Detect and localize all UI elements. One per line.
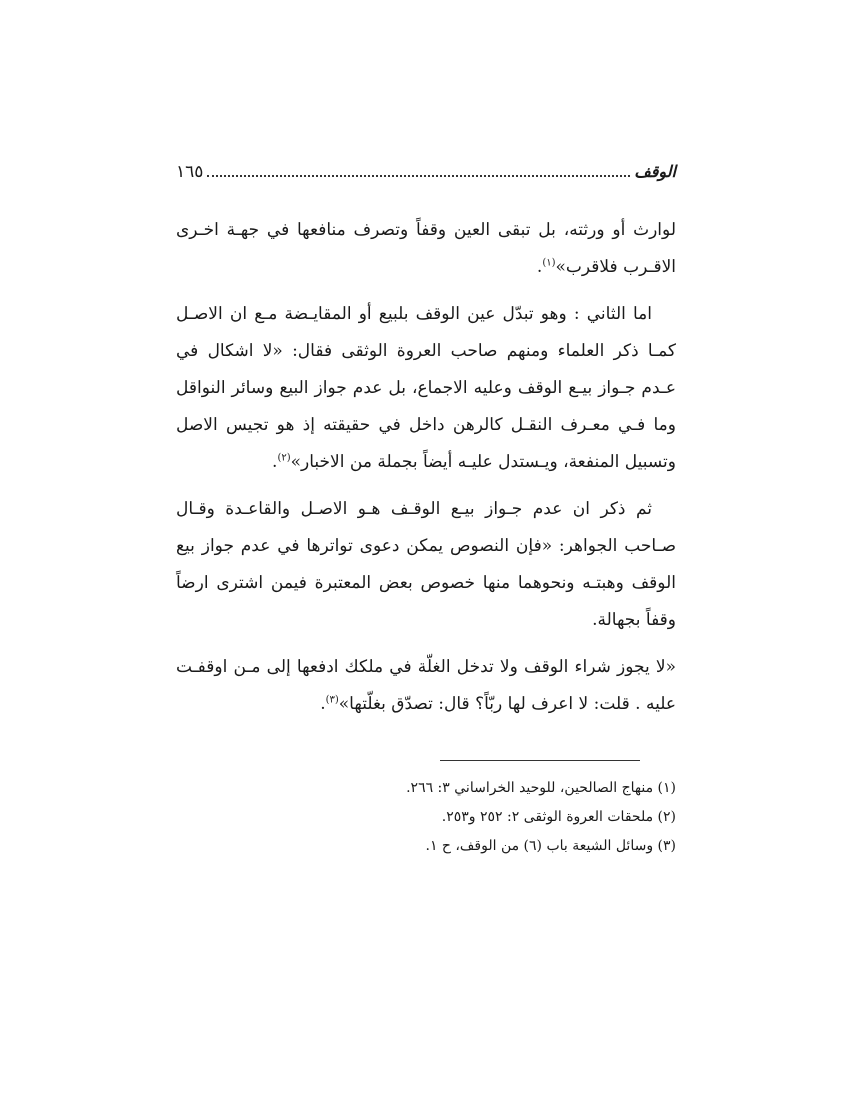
- paragraph-text: «لا يجوز شراء الوقف ولا تدخل الغلّة في ملكك ادفعها إلى مـن اوقفـت عليه . قلت: لا اعرف لها ربّاً؟ قال: تصدّق بغلّتها»: [176, 657, 676, 714]
- footnote-1: (١) منهاج الصالحين، للوحيد الخراساني ٣: ٢٦٦.: [406, 780, 676, 796]
- footnote-3: (٣) وسائل الشيعة باب (٦) من الوقف، ح ١.: [425, 838, 676, 854]
- body-text: [176, 212, 676, 733]
- paragraph-end: .: [272, 452, 278, 472]
- paragraph-1: [176, 212, 676, 286]
- footnote-2: (٢) ملحقات العروة الوثقى ٢: ٢٥٢ و٢٥٣.: [441, 809, 676, 825]
- chapter-title: الوقف: [634, 162, 676, 181]
- header-dot-leader: [207, 174, 630, 177]
- paragraph-text: اما الثاني : وهو تبدّل عين الوقف بلبيع أو المقايـضة مـع ان الاصـل كمـا ذكر العلماء ومنهم صاحب العروة الوثقى فقال: «لا اشكال في عـدم جـواز بيـع الوقف وعليه الاجماع، بل عدم جواز البيع وسائر النواقل وما فـي معـرف النقـل كالرهن داخل في حقيقته إذ هو تجيس الاصل وتسبيل المنفعة، ويـستدل عليـه أيضاً بجملة من الاخبار»: [176, 304, 676, 472]
- paragraph-end: .: [536, 257, 543, 277]
- footnotes: [176, 774, 676, 861]
- paragraph-text: ثم ذكر ان عدم جـواز بيـع الوقـف هـو الاصـل والقاعـدة وقـال صـاحب الجواهر: «فإن النصوص يمكن دعوى تواترها في عدم جواز بيع الوقف وهبتـه ونحوهما منها خصوص بعض المعتبرة فيمن اشترى ارضاً وقفاً بجهالة.: [176, 499, 676, 630]
- paragraph-4: [176, 649, 676, 723]
- page-number: ١٦٥: [176, 162, 204, 182]
- footnote-ref-2: (٢): [277, 452, 291, 464]
- paragraph-3: [176, 491, 676, 639]
- paragraph-2: [176, 296, 676, 481]
- footnote-ref-3: (٣): [325, 694, 339, 706]
- running-header: [176, 152, 676, 182]
- footnote-separator: [440, 760, 640, 761]
- paragraph-end: .: [320, 694, 326, 714]
- paragraph-text: لوارث أو ورثته، بل تبقى العين وقفاً وتصرف منافعها في جهـة اخـرى الاقـرب فلاقرب»: [176, 220, 676, 277]
- footnote-ref-1: (١): [542, 257, 556, 269]
